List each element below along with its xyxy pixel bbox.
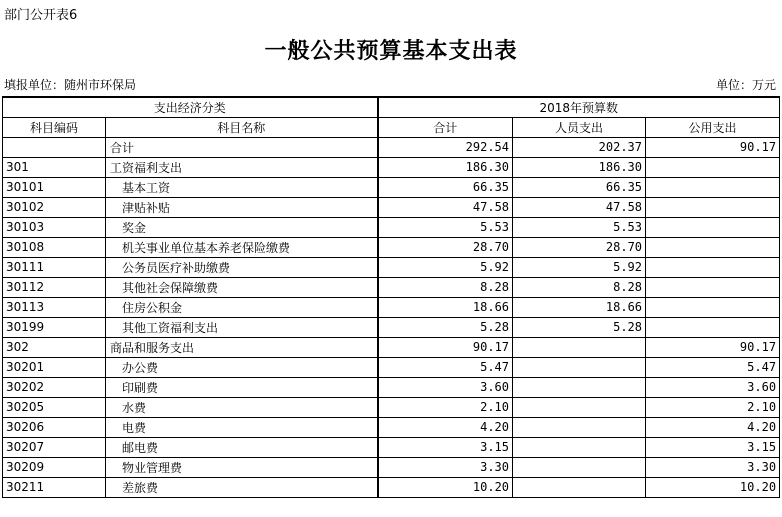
row-code-cell: 30205 [3, 397, 106, 417]
row-code-cell: 30108 [3, 237, 106, 257]
row-personnel-cell: 186.30 [513, 157, 646, 177]
row-name-cell: 商品和服务支出 [106, 337, 378, 357]
row-public-cell [646, 217, 780, 237]
row-total-cell: 186.30 [378, 157, 513, 177]
row-public-cell: 90.17 [646, 137, 780, 157]
budget-table [2, 96, 780, 498]
table-row [3, 477, 780, 497]
row-name-cell: 其他工资福利支出 [106, 317, 378, 337]
row-code-cell: 30199 [3, 317, 106, 337]
row-total-cell: 5.28 [378, 317, 513, 337]
row-name-cell: 水费 [106, 397, 378, 417]
table-row [3, 237, 780, 257]
row-public-cell [646, 317, 780, 337]
table-row [3, 397, 780, 417]
row-public-cell [646, 277, 780, 297]
row-code-cell: 30211 [3, 477, 106, 497]
row-total-cell: 3.15 [378, 437, 513, 457]
row-code-cell: 30209 [3, 457, 106, 477]
row-code-cell: 30103 [3, 217, 106, 237]
row-personnel-cell: 8.28 [513, 277, 646, 297]
table-row [3, 197, 780, 217]
row-public-cell [646, 177, 780, 197]
row-personnel-cell [513, 417, 646, 437]
header-personnel: 人员支出 [513, 117, 646, 137]
row-name-cell: 办公费 [106, 357, 378, 377]
row-personnel-cell [513, 437, 646, 457]
table-row [3, 457, 780, 477]
row-code-cell: 30206 [3, 417, 106, 437]
row-personnel-cell [513, 357, 646, 377]
table-row [3, 217, 780, 237]
row-name-cell: 差旅费 [106, 477, 378, 497]
row-public-cell: 3.60 [646, 377, 780, 397]
row-personnel-cell [513, 397, 646, 417]
row-total-cell: 5.92 [378, 257, 513, 277]
row-code-cell: 30101 [3, 177, 106, 197]
row-code-cell: 30207 [3, 437, 106, 457]
table-body [3, 137, 780, 497]
row-public-cell: 90.17 [646, 337, 780, 357]
row-code-cell: 30111 [3, 257, 106, 277]
row-total-cell: 5.47 [378, 357, 513, 377]
row-total-cell: 3.30 [378, 457, 513, 477]
row-name-cell: 邮电费 [106, 437, 378, 457]
currency-unit: 单位：万元 [715, 78, 776, 92]
table-row [3, 437, 780, 457]
row-personnel-cell: 5.28 [513, 317, 646, 337]
row-total-cell: 5.53 [378, 217, 513, 237]
row-total-cell: 47.58 [378, 197, 513, 217]
row-name-cell: 工资福利支出 [106, 157, 378, 177]
header-economic-classification: 支出经济分类 [3, 97, 378, 117]
row-public-cell [646, 237, 780, 257]
table-row [3, 377, 780, 397]
row-code-cell: 301 [3, 157, 106, 177]
row-total-cell: 3.60 [378, 377, 513, 397]
row-total-cell: 4.20 [378, 417, 513, 437]
table-row [3, 417, 780, 437]
header-budget-year: 2018年预算数 [378, 97, 780, 117]
reporting-unit: 填报单位：随州市环保局 [4, 78, 137, 92]
row-personnel-cell [513, 457, 646, 477]
row-personnel-cell: 47.58 [513, 197, 646, 217]
table-row [3, 257, 780, 277]
row-code-cell: 30102 [3, 197, 106, 217]
page-title: 一般公共预算基本支出表 [264, 38, 518, 64]
row-code-cell: 30201 [3, 357, 106, 377]
row-personnel-cell [513, 377, 646, 397]
row-total-cell: 90.17 [378, 337, 513, 357]
row-public-cell [646, 157, 780, 177]
row-personnel-cell: 28.70 [513, 237, 646, 257]
table-row [3, 177, 780, 197]
table-row [3, 277, 780, 297]
row-personnel-cell [513, 477, 646, 497]
table-row [3, 137, 780, 157]
table-row [3, 297, 780, 317]
sheet-label: 部门公开表6 [4, 8, 78, 23]
row-code-cell: 30202 [3, 377, 106, 397]
row-name-cell: 奖金 [106, 217, 378, 237]
header-code: 科目编码 [3, 117, 106, 137]
table-row [3, 337, 780, 357]
row-code-cell: 30113 [3, 297, 106, 317]
row-personnel-cell: 18.66 [513, 297, 646, 317]
row-public-cell [646, 257, 780, 277]
row-personnel-cell: 5.92 [513, 257, 646, 277]
table-row [3, 157, 780, 177]
row-code-cell: 302 [3, 337, 106, 357]
row-name-cell: 电费 [106, 417, 378, 437]
row-total-cell: 66.35 [378, 177, 513, 197]
header-total: 合计 [378, 117, 513, 137]
row-public-cell: 3.15 [646, 437, 780, 457]
row-personnel-cell: 5.53 [513, 217, 646, 237]
table-row [3, 317, 780, 337]
row-name-cell: 公务员医疗补助缴费 [106, 257, 378, 277]
row-total-cell: 10.20 [378, 477, 513, 497]
row-name-cell: 机关事业单位基本养老保险缴费 [106, 237, 378, 257]
row-public-cell: 4.20 [646, 417, 780, 437]
row-name-cell: 住房公积金 [106, 297, 378, 317]
row-name-cell: 津贴补贴 [106, 197, 378, 217]
row-name-cell: 其他社会保障缴费 [106, 277, 378, 297]
row-public-cell: 10.20 [646, 477, 780, 497]
row-code-cell [3, 137, 106, 157]
row-name-cell: 合计 [106, 137, 378, 157]
row-name-cell: 基本工资 [106, 177, 378, 197]
row-code-cell: 30112 [3, 277, 106, 297]
row-personnel-cell: 66.35 [513, 177, 646, 197]
row-name-cell: 印刷费 [106, 377, 378, 397]
row-public-cell: 2.10 [646, 397, 780, 417]
row-public-cell [646, 197, 780, 217]
header-name: 科目名称 [106, 117, 378, 137]
header-column-row [3, 117, 780, 137]
row-public-cell: 5.47 [646, 357, 780, 377]
row-total-cell: 2.10 [378, 397, 513, 417]
row-personnel-cell [513, 337, 646, 357]
header-group-row [3, 97, 780, 117]
row-personnel-cell: 202.37 [513, 137, 646, 157]
row-total-cell: 292.54 [378, 137, 513, 157]
table-row [3, 357, 780, 377]
row-name-cell: 物业管理费 [106, 457, 378, 477]
header-public: 公用支出 [646, 117, 780, 137]
row-total-cell: 28.70 [378, 237, 513, 257]
row-total-cell: 18.66 [378, 297, 513, 317]
row-public-cell: 3.30 [646, 457, 780, 477]
row-public-cell [646, 297, 780, 317]
row-total-cell: 8.28 [378, 277, 513, 297]
